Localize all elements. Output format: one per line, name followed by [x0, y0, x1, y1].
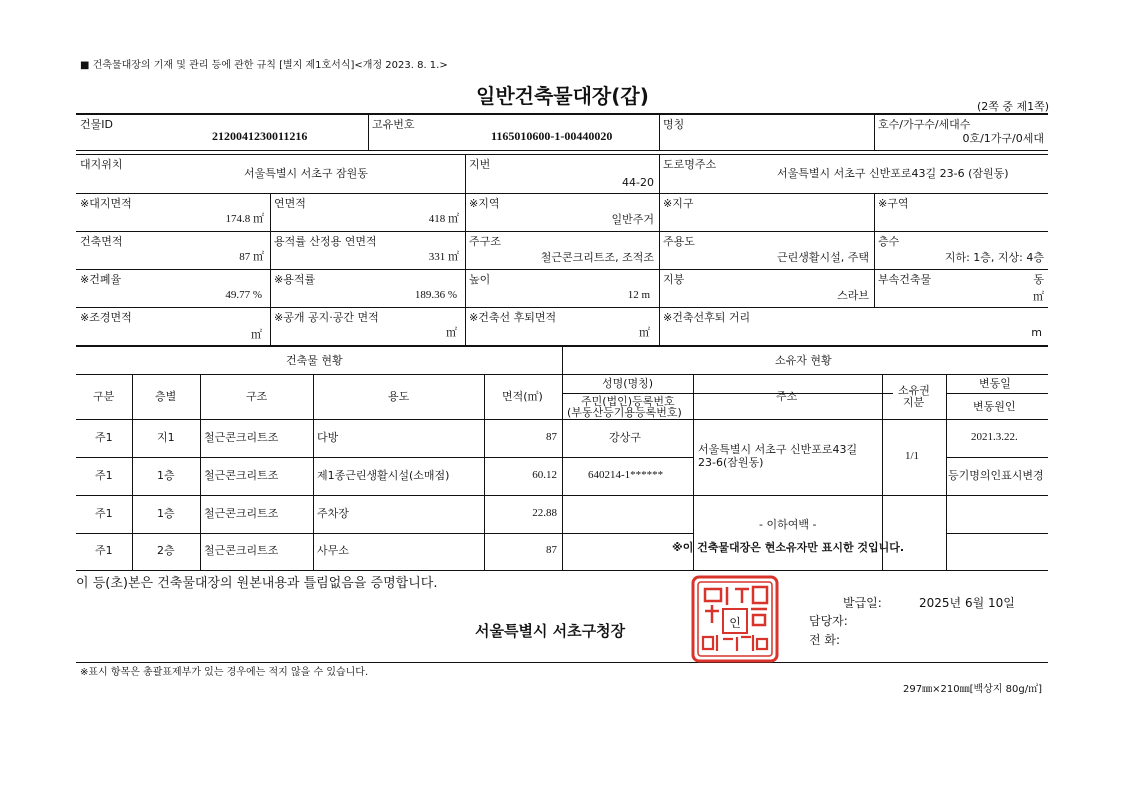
issue-date-value: 2025년 6월 10일	[919, 596, 1015, 610]
unique-no-value: 1165010600-1-00440020	[491, 129, 613, 143]
section-label: ※구역	[878, 197, 909, 210]
divider	[76, 307, 1048, 308]
owner-share: 1/1	[905, 450, 920, 462]
divider	[200, 375, 201, 571]
owner-status-title: 소유자 현황	[775, 354, 832, 367]
far-floor-area-label: 용적률 산정용 연면적	[274, 235, 377, 248]
officer-label: 담당자:	[809, 614, 848, 628]
phone-label: 전 화:	[809, 633, 841, 647]
page-info: (2쪽 중 제1쪽)	[977, 100, 1050, 113]
issuer-name: 서울특별시 서초구청장	[475, 622, 626, 640]
row1-area: 87	[546, 431, 557, 443]
row1-structure: 철근콘크리트조	[204, 431, 279, 444]
owner-address-line2: 23-6(잠원동)	[698, 456, 764, 469]
setback-area-unit: ㎡	[639, 326, 650, 339]
row4-structure: 철근콘크리트조	[204, 544, 279, 557]
page-title: 일반건축물대장(갑)	[476, 84, 649, 108]
building-area-value: 87 ㎡	[239, 251, 264, 263]
divider	[313, 375, 314, 571]
footnote: ※표시 항목은 총괄표제부가 있는 경우에는 적지 않을 수 있습니다.	[80, 667, 369, 678]
divider	[76, 193, 1048, 194]
divider	[270, 194, 271, 346]
roof-label: 지붕	[663, 273, 685, 286]
divider	[562, 347, 563, 571]
col-change-date-header: 변동일	[979, 377, 1011, 390]
issue-date-label: 발급일:	[843, 596, 882, 610]
name-label: 명칭	[663, 118, 685, 131]
total-floor-area-label: 연면적	[274, 197, 306, 210]
divider	[76, 231, 1048, 232]
building-id-label: 건물ID	[80, 118, 113, 131]
road-address-value: 서울특별시 서초구 신반포로43길 23-6 (잠원동)	[777, 167, 1009, 180]
zone-label: ※지역	[469, 197, 500, 210]
building-status-title: 건축물 현황	[286, 354, 343, 367]
col-structure-header: 구조	[246, 390, 268, 403]
col-owner-reg-sub-header: (부동산등기용등록번호)	[567, 406, 682, 419]
divider	[132, 375, 133, 571]
col-use-header: 용도	[388, 390, 410, 403]
paper-spec: 297㎜×210㎜[백상지 80g/㎡]	[903, 684, 1042, 695]
site-value: 서울특별시 서초구 잠원동	[244, 167, 368, 180]
col-area-header: 면적(㎡)	[502, 390, 543, 403]
building-id-value: 2120041230011216	[212, 129, 308, 143]
row3-structure: 철근콘크리트조	[204, 507, 279, 520]
row4-division: 주1	[95, 544, 113, 557]
row3-area: 22.88	[532, 507, 557, 519]
row4-area: 87	[546, 544, 557, 556]
total-floor-area-value: 418 ㎡	[428, 213, 459, 225]
divider	[874, 194, 875, 308]
row3-division: 주1	[95, 507, 113, 520]
far-floor-area-value: 331 ㎡	[428, 251, 459, 263]
divider	[947, 533, 1048, 534]
roof-value: 스라브	[837, 289, 869, 302]
owner-name: 강상구	[609, 431, 641, 444]
row4-use: 사무소	[317, 544, 349, 557]
col-owner-reg-header: 주민(법인)등록번호	[581, 395, 675, 408]
owner-change-date: 2021.3.22.	[971, 431, 1018, 443]
row1-use: 다방	[317, 431, 339, 444]
stamp-mark: 인	[729, 616, 741, 630]
certification-text: 이 등(초)본은 건축물대장의 원본내용과 틀림없음을 증명합니다.	[76, 576, 438, 591]
row2-structure: 철근콘크리트조	[204, 469, 279, 482]
district-label: ※지구	[663, 197, 694, 210]
land-area-label: ※대지면적	[80, 197, 132, 210]
col-change-reason-header: 변동원인	[973, 400, 1016, 413]
owner-change-reason: 등기명의인표시변경	[948, 469, 1044, 482]
setback-area-label: ※건축선 후퇴면적	[469, 311, 557, 324]
col-share-sub-header: 지분	[903, 396, 925, 409]
divider	[76, 150, 1048, 151]
floors-label: 층수	[878, 235, 900, 248]
setback-distance-unit: m	[1031, 326, 1042, 339]
building-area-label: 건축면적	[80, 235, 123, 248]
site-label: 대지위치	[80, 158, 123, 171]
row3-use: 주차장	[317, 507, 349, 520]
divider	[659, 114, 660, 151]
divider	[874, 114, 875, 151]
official-seal-stamp	[691, 575, 779, 663]
table-top-border	[76, 113, 1048, 115]
main-use-label: 주용도	[663, 235, 695, 248]
current-owner-note: ※이 건축물대장은 현소유자만 표시한 것입니다.	[672, 541, 905, 554]
height-label: 높이	[469, 273, 491, 286]
owner-address-line1: 서울특별시 서초구 신반포로43길	[698, 443, 858, 456]
open-space-label: ※공개 공지·공간 면적	[274, 311, 379, 324]
road-address-label: 도로명주소	[663, 158, 717, 171]
row1-division: 주1	[95, 431, 113, 444]
main-use-value: 근린생활시설, 주택	[776, 251, 869, 264]
unique-no-label: 고유번호	[372, 118, 415, 131]
land-area-value: 174.8 ㎡	[225, 213, 264, 225]
coverage-ratio-value: 49.77 %	[225, 289, 262, 301]
row4-floor: 2층	[157, 544, 175, 557]
col-division-header: 구분	[93, 390, 115, 403]
divider	[659, 194, 660, 346]
coverage-ratio-label: ※건폐율	[80, 273, 122, 286]
row2-area: 60.12	[532, 469, 557, 481]
open-space-unit: ㎡	[446, 326, 457, 339]
structure-label: 주구조	[469, 235, 501, 248]
row1-floor: 지1	[157, 431, 175, 444]
floor-area-ratio-label: ※용적률	[274, 273, 316, 286]
structure-value: 철근콘크리트조, 조적조	[540, 251, 654, 264]
divider	[562, 393, 893, 394]
rule-note: ■ 건축물대장의 기재 및 관리 등에 관한 규칙 [별지 제1호서식]<개정 2023. 8. 1.>	[80, 60, 448, 71]
divider	[946, 375, 947, 571]
divider	[76, 662, 1048, 663]
divider	[76, 154, 1048, 155]
units-value: 0호/1가구/0세대	[962, 132, 1044, 145]
units-label: 호수/가구수/세대수	[878, 118, 971, 131]
divider	[76, 533, 694, 534]
divider	[659, 155, 660, 194]
annex-unit: 동	[1033, 273, 1044, 286]
divider	[465, 194, 466, 346]
floor-area-ratio-value: 189.36 %	[414, 289, 457, 301]
blank-note: - 이하여백 -	[759, 518, 817, 531]
row2-use: 제1종근린생활시설(소매점)	[317, 469, 450, 482]
col-address-header: 주소	[776, 390, 798, 403]
height-value: 12 m	[627, 289, 650, 301]
setback-distance-label: ※건축선후퇴 거리	[663, 311, 751, 324]
row2-division: 주1	[95, 469, 113, 482]
landscape-area-unit: ㎡	[251, 328, 262, 341]
zone-value: 일반주거	[611, 213, 654, 226]
row3-floor: 1층	[157, 507, 175, 520]
row2-floor: 1층	[157, 469, 175, 482]
divider	[484, 375, 485, 571]
owner-reg-number: 640214-1******	[588, 469, 664, 481]
annex-area-unit: ㎡	[1033, 290, 1044, 303]
divider	[465, 155, 466, 194]
col-floor-header: 층별	[155, 390, 177, 403]
col-share-header: 소유권	[898, 384, 930, 397]
divider	[76, 457, 694, 458]
annex-label: 부속건축물	[878, 273, 932, 286]
col-owner-name-header: 성명(명칭)	[602, 377, 654, 390]
floors-value: 지하: 1층, 지상: 4층	[944, 251, 1044, 264]
lot-label: 지번	[469, 158, 491, 171]
divider	[947, 457, 1048, 458]
lot-value: 44-20	[622, 176, 654, 189]
divider	[76, 269, 1048, 270]
divider	[947, 393, 1048, 394]
landscape-area-label: ※조경면적	[80, 311, 132, 324]
divider	[368, 114, 369, 151]
